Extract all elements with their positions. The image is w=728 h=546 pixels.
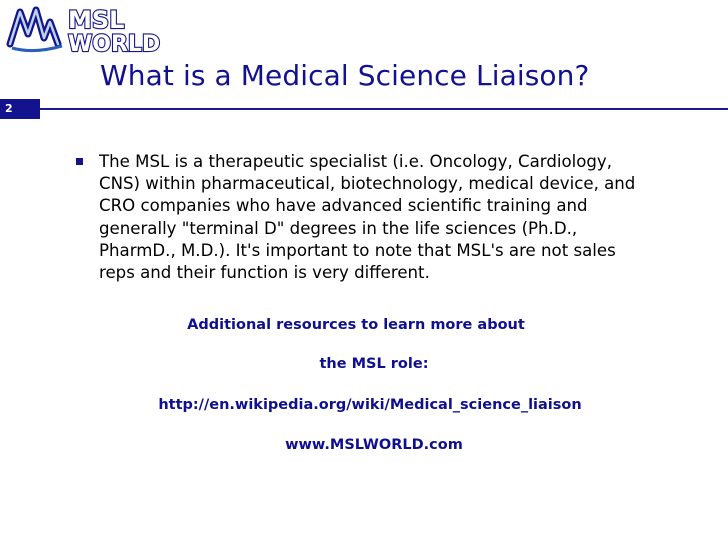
slide-title: What is a Medical Science Liaison? (100, 59, 590, 92)
logo-text-world: WORLD (68, 32, 161, 54)
msl-world-logo-graphic (6, 4, 178, 54)
wikipedia-link[interactable]: http://en.wikipedia.org/wiki/Medical_science_liaison (158, 397, 582, 413)
resources-heading-line1: Additional resources to learn more about (187, 317, 525, 333)
logo-text-msl: MSL (68, 6, 125, 34)
square-bullet-icon (76, 158, 83, 165)
title-rule (0, 99, 728, 119)
bullet-text: The MSL is a therapeutic specialist (i.e. Oncology, Cardiology, CNS) within pharmaceutical, biotechnology, medical device, and CRO companies who have advanced scientific training and generally "terminal D" degrees in the life sciences (Ph.D., PharmD., M.D.). It's important to note that MSL's are not sales reps and their function is very different. (99, 152, 636, 283)
msl-world-logo (6, 4, 178, 54)
mslworld-link[interactable]: www.MSLWORLD.com (285, 437, 463, 453)
resources-heading-line2: the MSL role: (319, 356, 429, 372)
title-divider-line (40, 108, 728, 110)
slide-number: 2 (0, 99, 40, 119)
